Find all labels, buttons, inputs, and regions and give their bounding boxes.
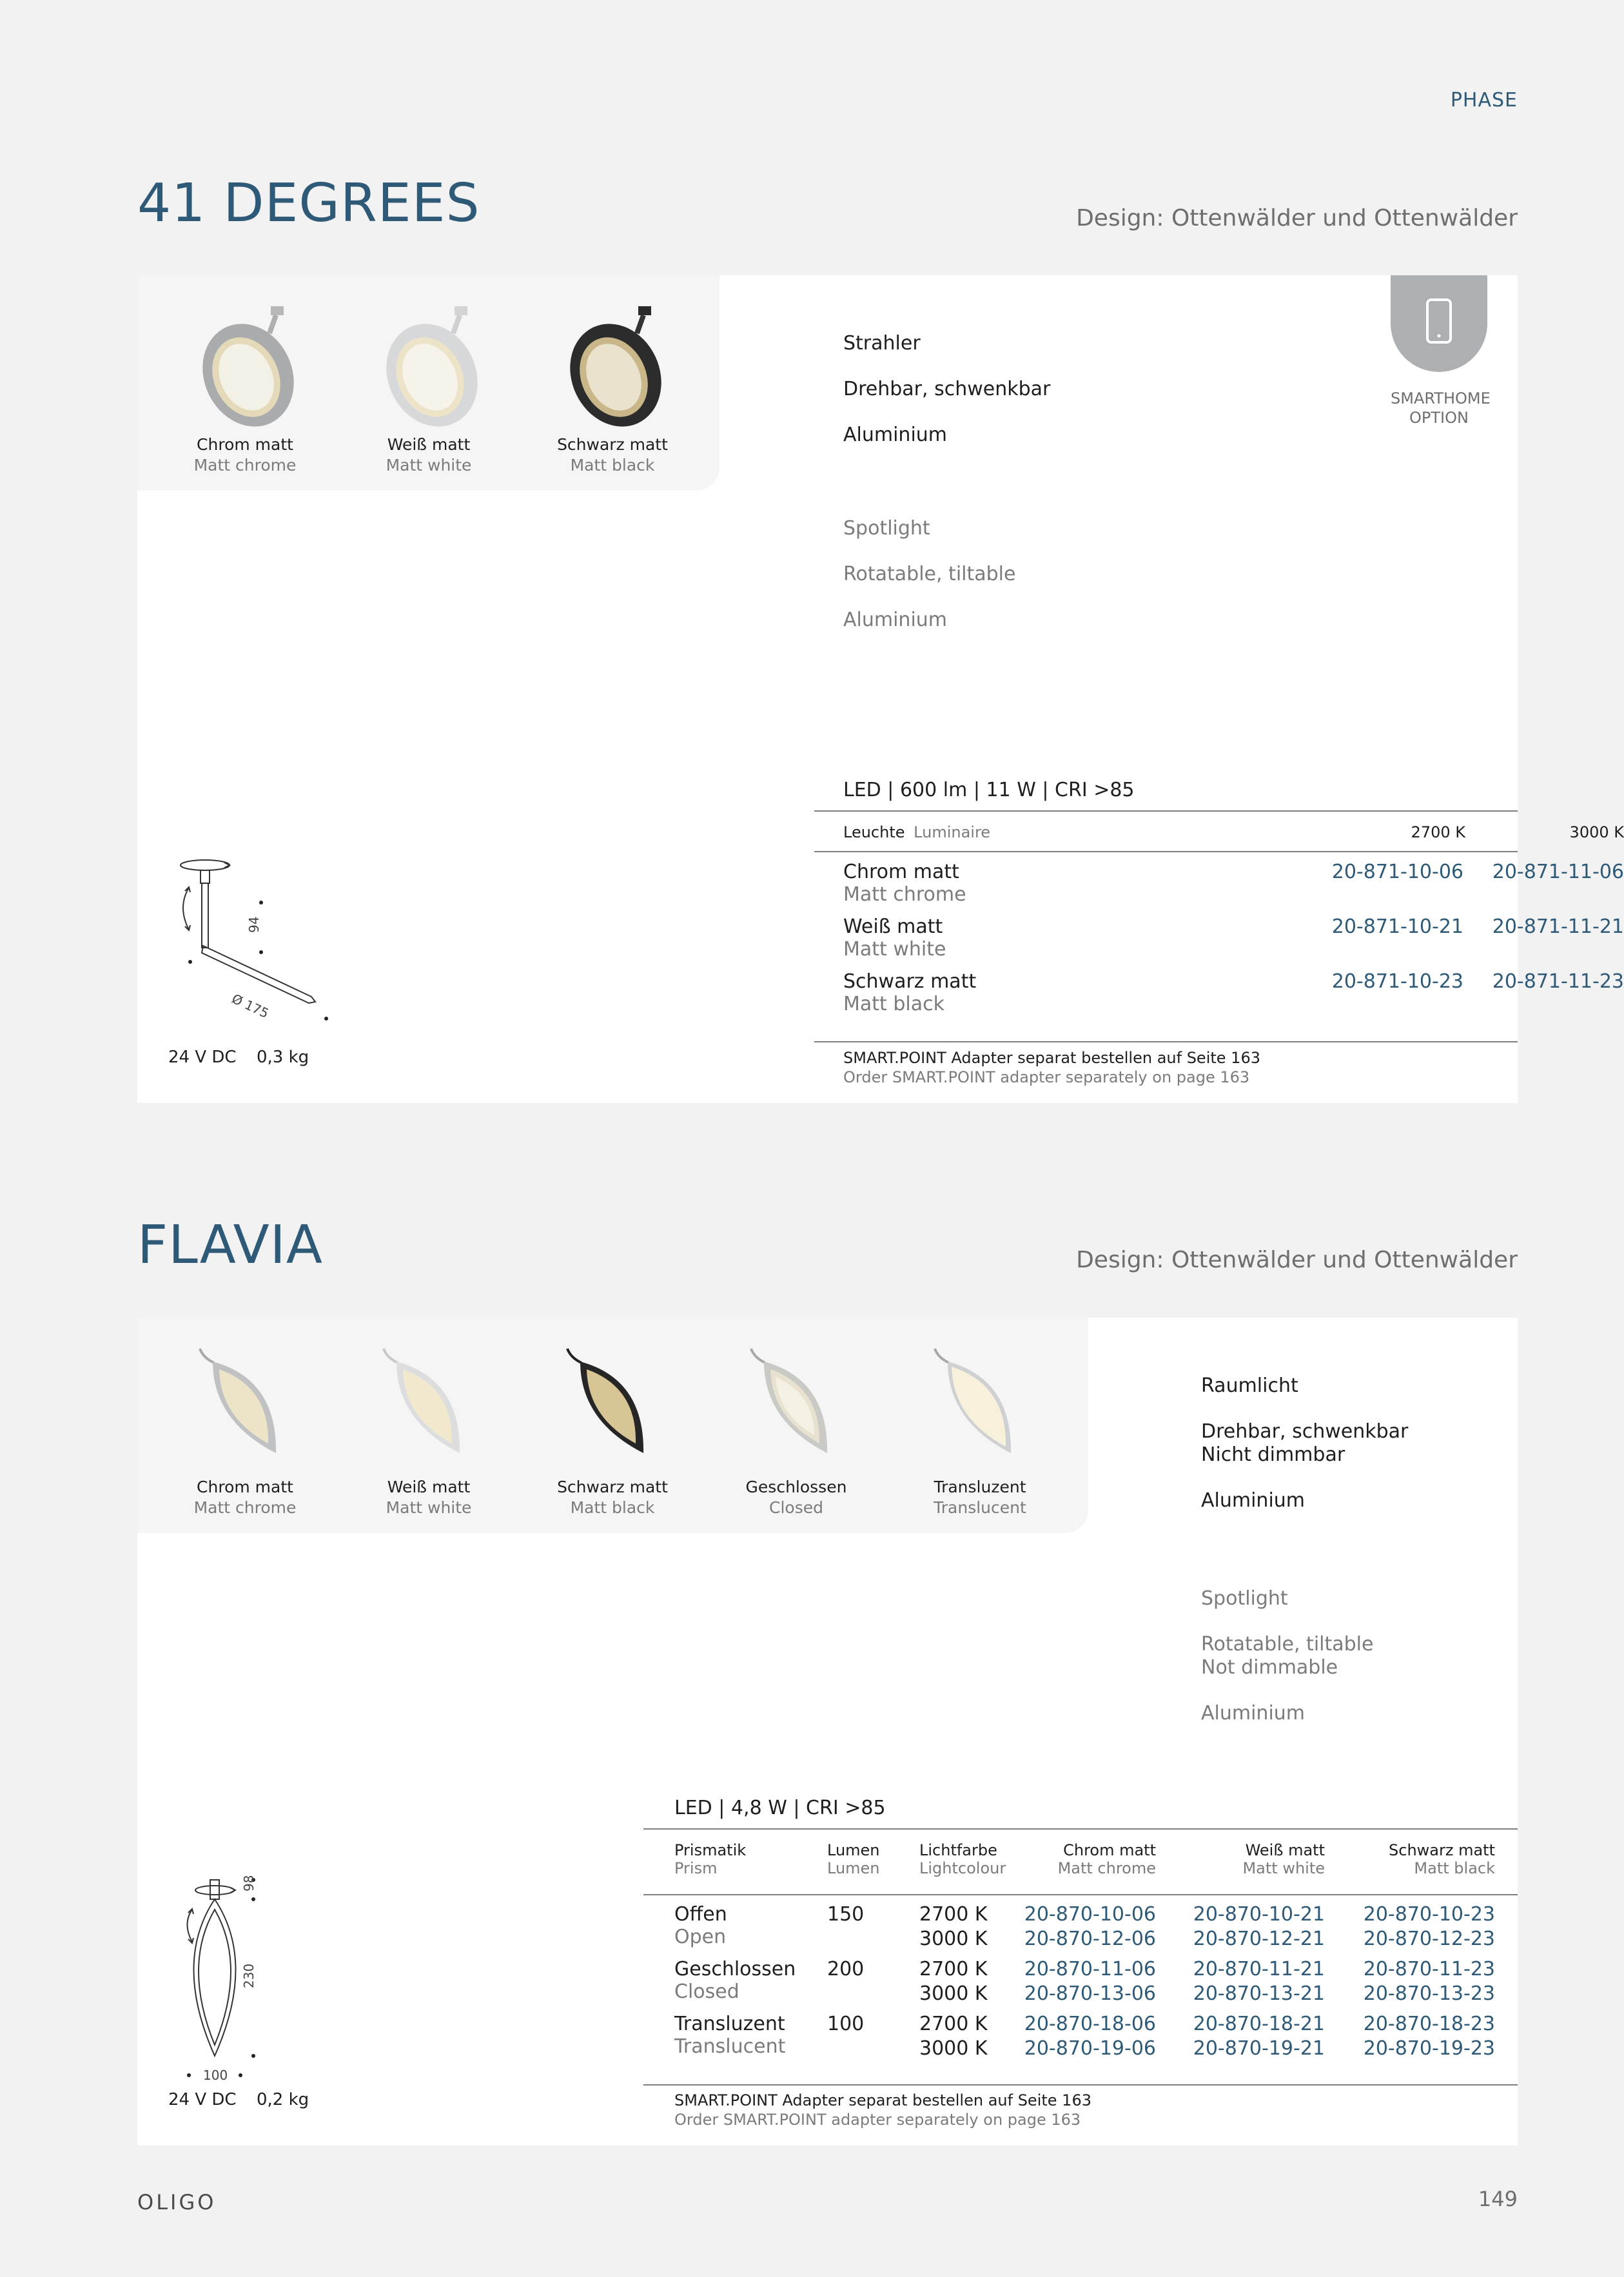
feature-dimming: Nicht dimmbar (1201, 1443, 1345, 1466)
table-row-group (674, 1903, 727, 1948)
article-number: 20-870-10-06 (1024, 1903, 1156, 1926)
section-label: PHASE (1450, 89, 1518, 112)
article-number: 20-870-19-06 (1024, 2037, 1156, 2060)
article-number: 20-870-13-06 (1024, 1982, 1156, 2005)
table-row-group (674, 2013, 785, 2058)
swatch-label-en: Matt chrome (193, 456, 297, 474)
feature-material-en: Aluminium (1201, 1702, 1306, 1725)
article-number: 20-870-19-21 (1193, 2037, 1325, 2060)
leaf-light-black-icon (542, 1344, 683, 1472)
article-number: 20-870-12-23 (1363, 1928, 1495, 1950)
feature-type-en: Spotlight (1201, 1587, 1288, 1610)
swatch-label-de: Weiß matt (387, 1478, 471, 1496)
header-c3-de: Schwarz matt (1389, 1841, 1495, 1859)
colour-temp: 2700 K (919, 1903, 988, 1926)
article-number: 20-871-10-23 (1331, 970, 1463, 993)
article-number: 20-871-10-06 (1331, 861, 1463, 883)
swatch-black[interactable] (542, 301, 683, 474)
swatch-label-de: Chrom matt (197, 435, 293, 454)
header-prism (674, 1841, 746, 1877)
article-number: 20-871-11-23 (1492, 970, 1624, 993)
weight: 0,2 kg (257, 2090, 309, 2109)
table-header-luminaire (843, 823, 990, 841)
divider (643, 2084, 1518, 2086)
table-row-group (674, 1958, 796, 2003)
header-lightcolour (919, 1841, 1006, 1877)
voltage: 24 V DC (168, 2090, 237, 2109)
prism-de: Transluzent (674, 2013, 785, 2035)
table-header-2700: 2700 K (1411, 823, 1465, 841)
swatch-panel (137, 1318, 1088, 1533)
article-number: 20-870-11-21 (1193, 1958, 1325, 1980)
adapter-note-de: SMART.POINT Adapter separat bestellen auf Seite 163 (674, 2091, 1091, 2109)
header-c2-en: Matt white (1242, 1859, 1325, 1877)
finish-en: Matt black (843, 993, 944, 1015)
brand-logo: OLIGO (137, 2190, 217, 2214)
smartphone-icon (1391, 275, 1487, 372)
table-header-3000: 3000 K (1569, 823, 1624, 841)
leaf-light-white-icon (358, 1344, 500, 1472)
dimension-top: 98 (241, 1875, 257, 1891)
technical-drawing (163, 1872, 357, 2091)
swatch-chrome[interactable] (174, 301, 316, 474)
feature-movement: Drehbar, schwenkbar (843, 378, 1051, 400)
header-colour-en: Lightcolour (919, 1859, 1006, 1877)
spec-line: LED | 600 lm | 11 W | CRI >85 (843, 779, 1135, 801)
article-number: 20-871-11-06 (1492, 861, 1624, 883)
header-chrome (1027, 1841, 1156, 1877)
divider (814, 851, 1518, 852)
colour-temp: 2700 K (919, 2013, 988, 2035)
finish-de: Schwarz matt (843, 970, 977, 993)
article-number: 20-870-10-21 (1193, 1903, 1325, 1926)
swatch-label-en: Matt white (386, 1498, 472, 1517)
feature-material-en: Aluminium (843, 609, 948, 631)
swatch-label-de: Weiß matt (387, 435, 471, 454)
product-card-flavia (137, 1318, 1518, 2145)
smarthome-label: SMARTHOME OPTION (1391, 389, 1491, 427)
features-de (1201, 1374, 1408, 1512)
product-title-41-degrees: 41 DEGREES (137, 173, 480, 234)
smarthome-badge (1391, 275, 1487, 372)
finish-en: Matt chrome (843, 883, 966, 906)
features-de (843, 332, 1050, 447)
dimension-diameter: Ø 175 (229, 990, 271, 1022)
prism-en: Translucent (674, 2035, 786, 2058)
spec-line: LED | 4,8 W | CRI >85 (674, 1797, 886, 1819)
lumen-value: 100 (827, 2013, 865, 2035)
divider (643, 1894, 1518, 1895)
article-number: 20-870-11-23 (1363, 1958, 1495, 1980)
article-number: 20-871-10-21 (1331, 915, 1463, 938)
dimension-body: 230 (241, 1963, 257, 1988)
feature-type: Strahler (843, 332, 921, 355)
swatch-translucent[interactable] (909, 1344, 1051, 1517)
divider (814, 810, 1518, 812)
colour-temp: 3000 K (919, 1928, 988, 1950)
feature-type: Raumlicht (1201, 1374, 1298, 1397)
swatch-white[interactable] (358, 1344, 500, 1517)
prism-en: Open (674, 1926, 727, 1948)
article-number: 20-870-18-06 (1024, 2013, 1156, 2035)
swatch-panel (137, 275, 719, 491)
leaf-light-chrome-icon (174, 1344, 316, 1472)
article-number: 20-871-11-21 (1492, 915, 1624, 938)
article-number: 20-870-13-21 (1193, 1982, 1325, 2005)
leaf-light-translucent-icon (909, 1344, 1051, 1472)
header-lumen (827, 1841, 880, 1877)
swatch-label-de: Chrom matt (197, 1478, 293, 1496)
table-row (843, 861, 966, 906)
header-lumen-de: Lumen (827, 1841, 880, 1859)
swatch-label-de: Transluzent (934, 1478, 1026, 1496)
swatch-chrome[interactable] (174, 1344, 316, 1517)
feature-type-en: Spotlight (843, 517, 930, 540)
round-spot-chrome-icon (174, 301, 316, 430)
header-de: Leuchte (843, 823, 905, 841)
divider (814, 1041, 1518, 1042)
product-title-flavia: FLAVIA (137, 1215, 323, 1276)
swatch-label-en: Matt black (570, 456, 655, 474)
swatch-label-en: Translucent (934, 1498, 1026, 1517)
designer-credit: Design: Ottenwälder und Ottenwälder (1076, 205, 1518, 231)
prism-en: Closed (674, 1980, 739, 2003)
article-number: 20-870-11-06 (1024, 1958, 1156, 1980)
features-en (1201, 1587, 1373, 1725)
header-c2-de: Weiß matt (1245, 1841, 1325, 1859)
designer-credit: Design: Ottenwälder und Ottenwälder (1076, 1247, 1518, 1273)
adapter-note-en: Order SMART.POINT adapter separately on page 163 (843, 1068, 1250, 1086)
table-row (843, 970, 976, 1015)
swatch-black[interactable] (542, 1344, 683, 1517)
feature-dimming-en: Not dimmable (1201, 1656, 1338, 1679)
colour-temp: 2700 K (919, 1958, 988, 1980)
finish-en: Matt white (843, 938, 946, 961)
swatch-label-de: Schwarz matt (557, 1478, 668, 1496)
round-spot-white-icon (358, 301, 500, 430)
dimension-width: 100 (203, 2067, 228, 2083)
header-prism-de: Prismatik (674, 1841, 747, 1859)
header-c3-en: Matt black (1414, 1859, 1495, 1877)
divider (643, 1828, 1518, 1830)
article-number: 20-870-12-21 (1193, 1928, 1325, 1950)
header-colour-de: Lichtfarbe (919, 1841, 997, 1859)
header-c1-de: Chrom matt (1063, 1841, 1156, 1859)
feature-material: Aluminium (843, 424, 948, 446)
swatch-label-en: Matt black (570, 1498, 655, 1517)
header-c1-en: Matt chrome (1057, 1859, 1156, 1877)
dimension-drawing-icon (163, 852, 460, 1046)
lumen-value: 200 (827, 1958, 865, 1980)
adapter-note-en: Order SMART.POINT adapter separately on page 163 (674, 2111, 1081, 2129)
feature-movement: Drehbar, schwenkbar (1201, 1420, 1409, 1443)
finish-de: Weiß matt (843, 915, 943, 938)
header-white (1196, 1841, 1325, 1877)
lumen-value: 150 (827, 1903, 865, 1926)
feature-material: Aluminium (1201, 1489, 1306, 1512)
article-number: 20-870-10-23 (1363, 1903, 1495, 1926)
article-number: 20-870-13-23 (1363, 1982, 1495, 2005)
features-en (843, 517, 1015, 632)
feature-movement-en: Rotatable, tiltable (1201, 1633, 1374, 1656)
product-card-41-degrees (137, 275, 1624, 1103)
article-number: 20-870-18-23 (1363, 2013, 1495, 2035)
header-en: Luminaire (914, 823, 991, 841)
finish-de: Chrom matt (843, 861, 959, 883)
swatch-closed[interactable] (725, 1344, 867, 1517)
leaf-light-closed-icon (725, 1344, 867, 1472)
article-number: 20-870-19-23 (1363, 2037, 1495, 2060)
swatch-label-en: Matt chrome (193, 1498, 297, 1517)
swatch-white[interactable] (358, 301, 500, 474)
dimension-height: 94 (246, 916, 262, 933)
swatch-label-en: Closed (769, 1498, 823, 1517)
header-black (1366, 1841, 1495, 1877)
swatch-label-en: Matt white (386, 456, 472, 474)
feature-movement-en: Rotatable, tiltable (843, 563, 1016, 585)
article-number: 20-870-12-06 (1024, 1928, 1156, 1950)
round-spot-black-icon (542, 301, 683, 430)
colour-temp: 3000 K (919, 2037, 988, 2060)
swatch-label-de: Schwarz matt (557, 435, 668, 454)
voltage: 24 V DC (168, 1048, 237, 1067)
dimension-drawing-icon (163, 1872, 357, 2091)
table-row (843, 915, 946, 961)
article-number: 20-870-18-21 (1193, 2013, 1325, 2035)
swatch-label-de: Geschlossen (745, 1478, 847, 1496)
technical-drawing (163, 852, 460, 1046)
colour-temp: 3000 K (919, 1982, 988, 2005)
weight: 0,3 kg (257, 1048, 309, 1067)
header-prism-en: Prism (674, 1859, 718, 1877)
page-number: 149 (1478, 2187, 1518, 2211)
header-lumen-en: Lumen (827, 1859, 880, 1877)
prism-de: Geschlossen (674, 1958, 796, 1980)
adapter-note-de: SMART.POINT Adapter separat bestellen auf Seite 163 (843, 1049, 1260, 1067)
prism-de: Offen (674, 1903, 727, 1926)
